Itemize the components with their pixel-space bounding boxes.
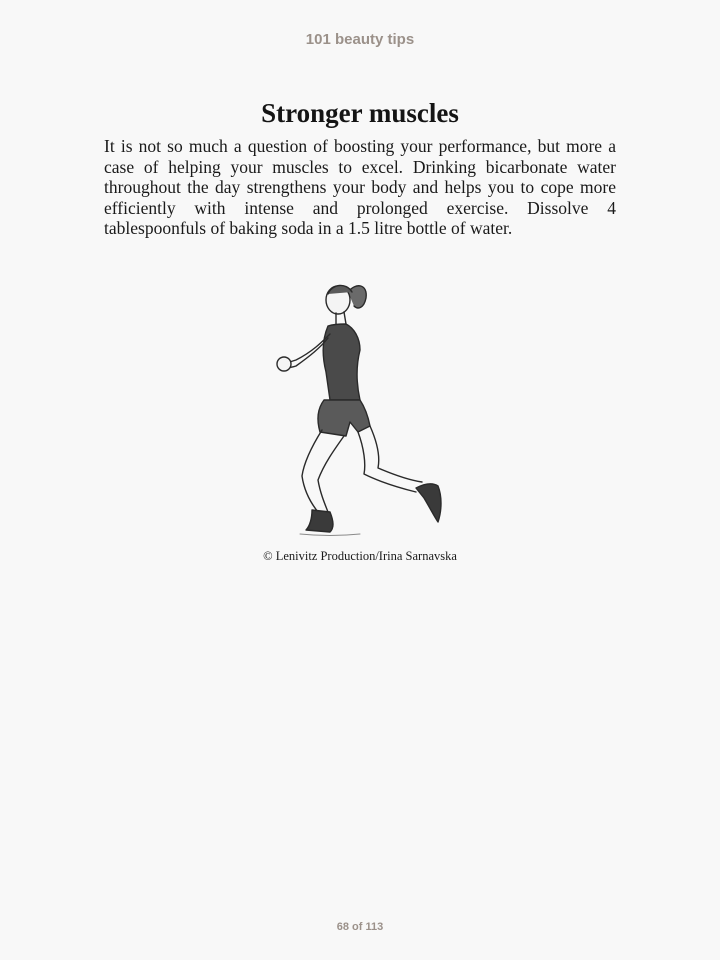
- article: [104, 96, 616, 239]
- article-body: It is not so much a question of boosting your performance, but more a case of helping your muscles to excel. Drinking bicarbonate water throughout the day strengthens your body and helps you to cope more efficiently with intense and prolonged exercise. Dissolve 4 tablespoonfuls of baking soda in a 1.5 litre bottle of water.: [104, 136, 616, 239]
- book-title: 101 beauty tips: [305, 31, 415, 48]
- article-heading: Stronger muscles: [261, 98, 459, 128]
- image-credit: © Lenivitz Production/Irina Sarnavska: [263, 549, 457, 563]
- page-number: 68 of 113: [336, 921, 384, 933]
- running-woman-illustration: [260, 276, 460, 542]
